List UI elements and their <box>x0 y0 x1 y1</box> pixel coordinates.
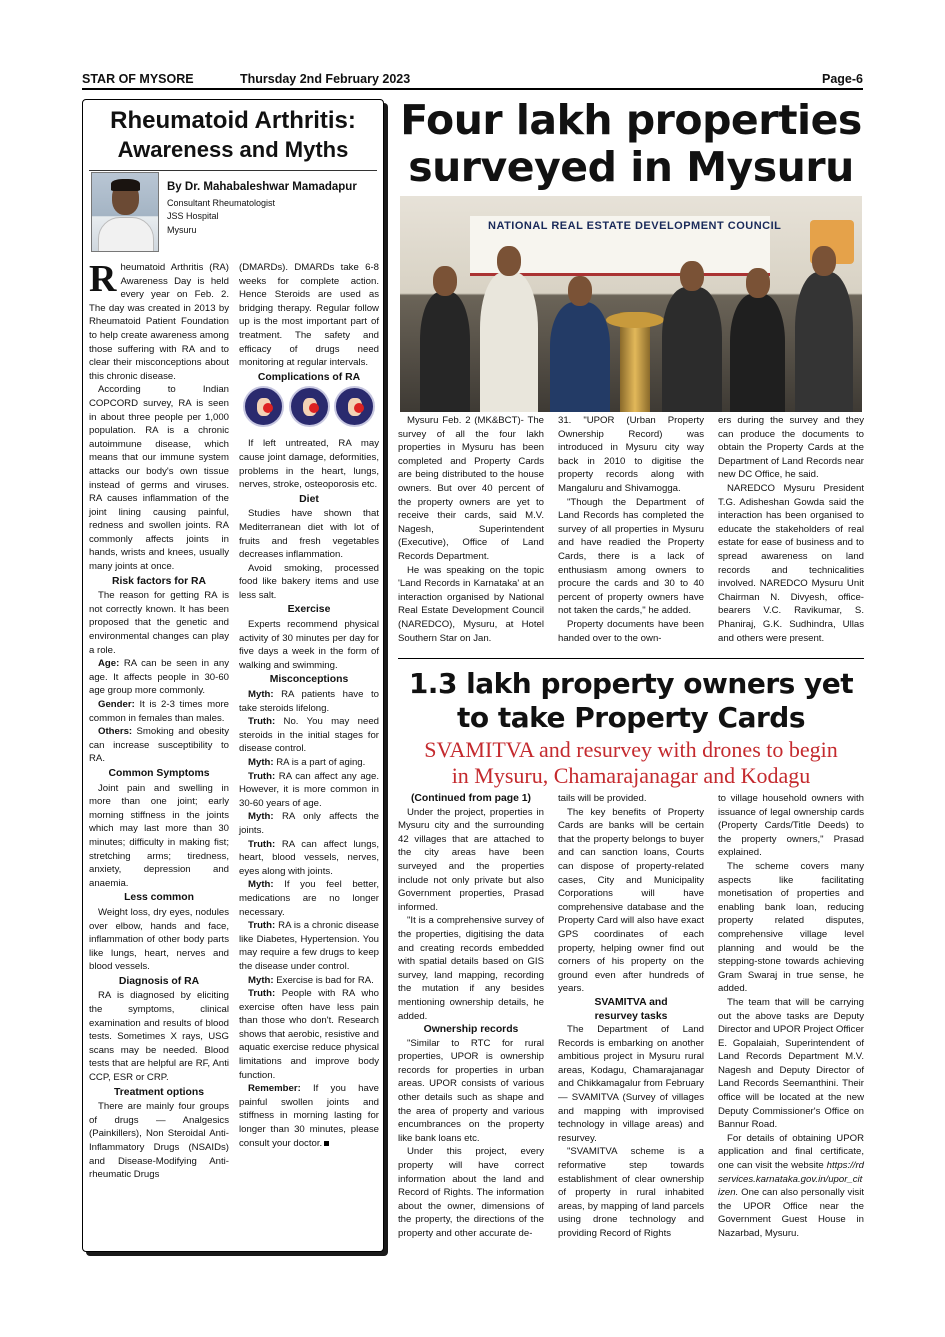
ra-paragraph: Experts recommend physical activity of 30 minutes per day for five days a week in the form of walking and swimming. <box>239 619 379 671</box>
ra-column-1 <box>89 258 229 1182</box>
dropcap: R <box>89 258 117 300</box>
continued-note: (Continued from page 1) <box>410 793 532 804</box>
myth: Myth: RA is a part of aging. <box>248 757 366 768</box>
story1-paragraph: Mysuru Feb. 2 (MK&BCT)- The survey of all the four lakh properties in Mysuru has been completed and Property Cards are being distributed to the house owners. But over 40 percent of the property owners are yet to receive their cards, said M.V. Nagesh, Superintendent (Executive), Office of Land Records Department. <box>398 415 544 562</box>
ra-column-2 <box>239 261 379 1150</box>
story1-paragraph: "Though the Department of Land Records has completed the survey of all properties in Mysuru and have readied the Property Cards, there is a lack of enthusiasm among owners to procure the cards and 30 to 40 percent of property owners have not taken the cards," he added. <box>558 496 704 617</box>
author-photo <box>91 172 159 252</box>
story1-paragraph: Property documents have been handed over to the own- <box>558 618 704 644</box>
newspaper-name: STAR OF MYSORE <box>82 72 194 86</box>
knee-joint-icon <box>289 386 330 427</box>
subhead-complications: Complications of RA <box>257 371 361 383</box>
ra-body <box>89 258 379 1241</box>
truth: Truth: RA can affect any age. However, it is more common in 30-60 years of age. <box>239 770 379 809</box>
lamp-icon <box>620 312 650 412</box>
subhead-diet: Diet <box>299 493 319 505</box>
story2-paragraph: "Similar to RTC for rural properties, UPOR is ownership records for properties in urban areas. UPOR consists of various other details such as shape and the area of property and various encumbrances on the property like bank loans etc. <box>398 1037 544 1144</box>
story2-paragraph: Under this project, every property will have correct information about the land and Record of Rights. The information about the owner, dimensions of the property, the directions of the property and other accurate de- <box>398 1146 544 1239</box>
subhead-diagnosis: Diagnosis of RA <box>118 975 200 987</box>
story2-paragraph: "SVAMITVA scheme is a reformative step towards establishment of clear ownership of property in rural inhabited areas, by mapping of land parcels using drone technology and providing Record of Rights <box>558 1146 704 1239</box>
ra-paragraph: RA is diagnosed by eliciting the symptoms, clinical examination and results of blood tests. Sometimes X rays, USG scans may be needed. Blood tests that are helpful are RF, Anti CCP, ESR or CRP. <box>89 990 229 1084</box>
ra-paragraph: (DMARDs). DMARDs take 6-8 weeks for complete action. Hence Steroids are used as bridging therapy. Regular follow up is the most important part of treatment. The safety and efficacy of drugs need monitoring at regular intervals. <box>239 262 379 369</box>
issue-date: Thursday 2nd February 2023 <box>240 72 411 86</box>
ra-gender: Gender: It is 2-3 times more common in females than males. <box>89 699 229 724</box>
end-mark <box>324 1141 329 1146</box>
subhead-ownership: Ownership records <box>423 1024 519 1036</box>
author-name: By Dr. Mahabaleshwar Mamadapur <box>167 181 357 193</box>
event-photo <box>400 196 862 412</box>
ra-paragraph: Studies have shown that Mediterranean diet with lot of fruits and fresh vegetables decreases inflammation. <box>239 508 379 561</box>
ra-paragraph: Joint pain and swelling in more than one joint; early morning stiffness in the joints which may last more than 30 minutes; difficulty in making fist; stretching arms; tiredness, anxiety, depression and anaemia. <box>89 782 229 889</box>
subhead-misconceptions: Misconceptions <box>269 674 349 686</box>
story2-paragraph: tails will be provided. <box>558 793 647 804</box>
story1-paragraph: He was speaking on the topic 'Land Records in Karnataka' at an interaction organised by National Real Estate Development Council (NAREDCO), Mysuru, at Hotel Southern Star on Jan. <box>398 564 544 644</box>
complications-illustration <box>243 386 375 427</box>
story2-subheadline: SVAMITVA and resurvey with drones to begin in Mysuru, Chamarajanagar and Kodagu <box>424 737 838 788</box>
title-divider <box>89 170 377 171</box>
hand-joint-icon <box>243 386 284 427</box>
myth: Myth: RA patients have to take steroids lifelong. <box>239 689 379 714</box>
ra-paragraph: The reason for getting RA is not correctly known. It has been proposed that the genetic and environmental changes can play a role. <box>89 590 229 656</box>
ra-paragraph: Weight loss, dry eyes, nodules over elbow, hands and face, inflammation of other body parts like lungs, heart, nerves and blood vessels. <box>89 906 229 973</box>
subhead-treatment: Treatment options <box>113 1086 205 1098</box>
truth: Truth: People with RA who exercise often have less pain than those who don't. Research shows that aerobic, resistive and aquatic exercise reduce physical limitations and improve body function. <box>239 988 379 1081</box>
ra-paragraph: There are mainly four groups of drugs — Analgesics (Painkillers), Non Steroidal Anti-Inflammatory Drugs (NSAIDs) and Disease-Modifying Anti-rheumatic Drugs <box>89 1101 229 1181</box>
truth: Truth: RA can affect lungs, heart, blood vessels, nerves, eyes along with joints. <box>239 838 379 877</box>
myth: Myth: Exercise is bad for RA. <box>248 974 374 986</box>
author-org: JSS Hospital <box>167 211 219 221</box>
truth: Truth: No. You may need steroids in the initial stages for disease control. <box>239 716 379 755</box>
author-role: Consultant Rheumatologist <box>167 197 276 208</box>
ra-title-line2: Awareness and Myths <box>117 137 349 162</box>
story1-paragraph: ers during the survey and they can produce the documents to obtain the Property Cards at the Department of Land Records near new DC Office, he said. <box>718 415 864 481</box>
story2-paragraph: "It is a comprehensive survey of the properties, digitising the data and creating records embedded with spatial details based on GIS survey, land mapping, recording the mutation if any besides mentioning ownership details, he added. <box>398 915 544 1022</box>
story1-body <box>398 414 864 654</box>
author-city: Mysuru <box>167 224 197 235</box>
ra-title-line1: Rheumatoid Arthritis: <box>110 107 356 134</box>
subhead-exercise: Exercise <box>287 604 331 616</box>
byline <box>91 172 377 254</box>
subhead-risk: Risk factors for RA <box>111 575 207 587</box>
banner-text: NATIONAL REAL ESTATE DEVELOPMENT COUNCIL <box>488 220 782 232</box>
story1-paragraph: 31. "UPOR (Urban Property Ownership Record) was introduced in Mysuru city way back in 2010 to digitise the property records along with Mangaluru and Shivamogga. <box>558 415 704 494</box>
myth: Myth: RA only affects the joints. <box>239 811 379 836</box>
story2-paragraph: to village household owners with issuance of legal ownership cards (Property Cards/Title Deeds) to the property owners," Prasad explained. <box>718 793 864 859</box>
story2-paragraph: The key benefits of Property Cards are banks will be certain that the property belongs to buyer and can sanction loans, Courts can dispose of property-related cases, City and Municipality Corporations will have comprehensive database and the Property Card will also have exact GPS coordinates of each property, helping owner find out corners of his property on the ground even after hundreds of years. <box>558 806 704 995</box>
story-divider <box>398 658 864 659</box>
ra-article-box <box>82 99 384 1252</box>
ra-age: Age: RA can be seen in any age. It affects people in 30-60 age group more commonly. <box>89 658 229 697</box>
page-number: Page-6 <box>822 72 863 86</box>
story2-paragraph: The scheme covers many aspects like facilitating monetisation of properties and enabling bank loan, reducing property related disputes, comprehensive village level planning and would be the stepping-stone towards achieving Gram Swaraj in true sense, he added. <box>718 860 864 995</box>
story1-paragraph: NAREDCO Mysuru President T.G. Adisheshan Gowda said the interaction has been organised to educate the stakeholders of real estate for ease of business and to spread awareness on land records and technicalities involved. NAREDCO Mysuru Unit Chairman N. Divyesh, office-bearers V.C. Ravikumar, S. Phaniraj, G.K. Sudhindra, Ullas and others were present. <box>718 482 864 644</box>
ra-others: Others: Smoking and obesity can increase susceptibility to RA. <box>89 726 229 765</box>
subhead-common: Common Symptoms <box>108 767 210 779</box>
story2-headline: 1.3 lakh property owners yet to take Property Cards <box>408 667 854 734</box>
foot-joint-icon <box>334 386 375 427</box>
upor-link[interactable]: https://rdservices.karnataka.gov.in/upor_citizen. <box>718 1160 864 1199</box>
subhead-svamitva: SVAMITVA and resurvey tasks <box>594 996 668 1022</box>
story2-paragraph: The Department of Land Records is embarking on another ambitious project in Mysuru rural areas, Kodagu, Chamarajanagar and Chikkamagalur from February — SVAMITVA (Survey of villages and mapping with improvised technology in village areas) and resurvey. <box>558 1024 704 1144</box>
ra-paragraph: Avoid smoking, processed food like bakery items and use less salt. <box>239 562 379 601</box>
ra-intro: heumatoid Arthritis (RA) Awareness Day is held every year on Feb. 2. The day was created in 2013 by Rheumatoid Patient Foundation to help create awareness among those suffering with RA and to clear their misconceptions about this chronic disease. <box>89 262 229 382</box>
myth: Myth: If you feel better, medications are no longer necessary. <box>239 879 379 918</box>
story2-paragraph: Under the project, properties in Mysuru city and the surrounding 42 villages that are attached to the city areas have been surveyed and the properties include not only private but also Government properties, Prasad informed. <box>398 806 544 913</box>
ra-paragraph: According to Indian COPCORD survey, RA is seen in about three people per 1,000 population. RA is a chronic autoimmune disease, which means that our immune system attacks our body's own tissue instead of germs and viruses. RA causes inflammation of the joint lining causing painful, redness and swollen joints. RA commonly affects joints in hands, wrists and knees, usually many joints at once. <box>89 384 229 573</box>
story2-paragraph: The team that will be carrying out the above tasks are Deputy Director and UPOR Project Officer E. Gopalaiah, Superintendent of Land Records Department M.V. Nagesh and Deputy Director of Land Records Seemanthini. Their office will be located at the new Deputy Commissioner's Office on Bannur Road. <box>718 996 864 1131</box>
ra-title <box>83 100 383 164</box>
remember: Remember: If you have painful swollen joints and stiffness in morning lasting for longer than 30 minutes, please consult your doctor. <box>239 1083 379 1149</box>
story1-headline: Four lakh properties surveyed in Mysuru <box>400 96 862 191</box>
story2-body <box>398 792 864 1262</box>
masthead <box>82 70 863 90</box>
ra-paragraph: If left untreated, RA may cause joint damage, deformities, problems in the heart, lungs, nerves, stroke, osteoporosis etc. <box>239 438 379 491</box>
subhead-less: Less common <box>124 892 194 904</box>
truth: Truth: RA is a chronic disease like Diabetes, Hypertension. You may require a few drugs to keep the disease under control. <box>239 920 379 972</box>
story2-paragraph: For details of obtaining UPOR application and final certificate, one can visit the website https://rdservices.karnataka.gov.in/upor_citizen. One can also personally visit the UPOR Office near the Government Guest House in Nazarbad, Mysuru. <box>718 1132 864 1239</box>
